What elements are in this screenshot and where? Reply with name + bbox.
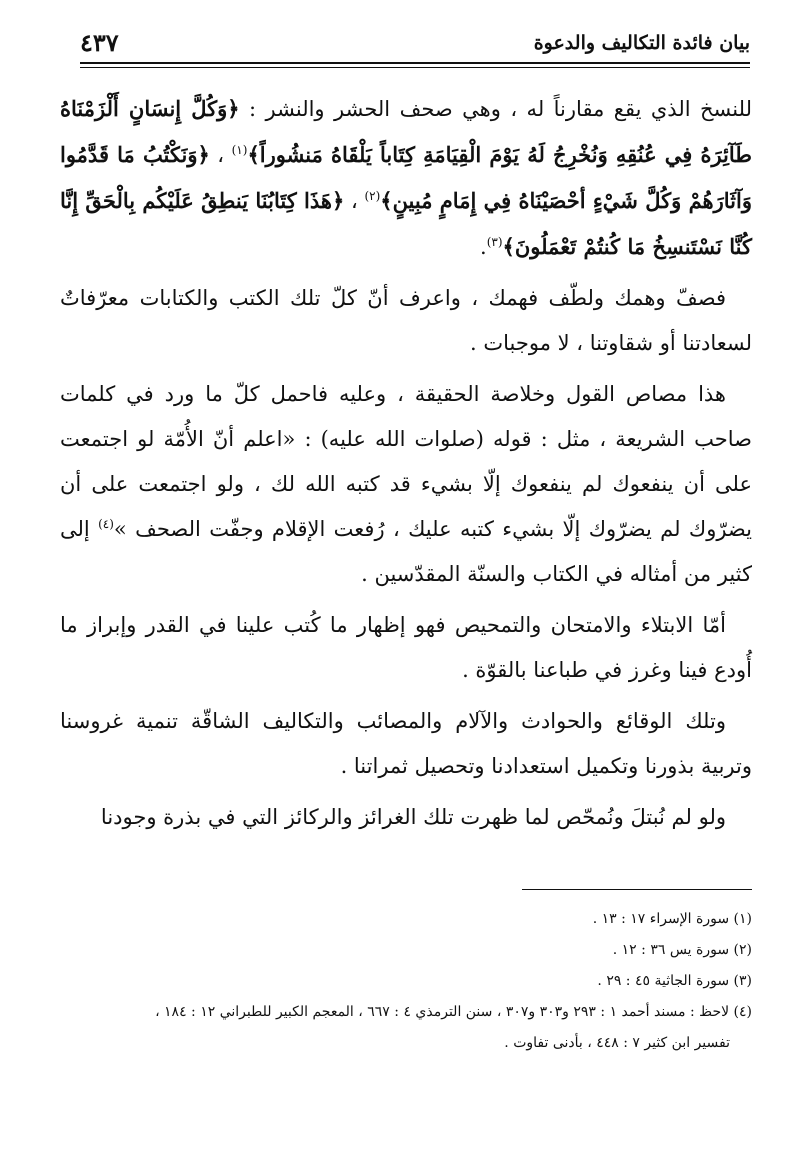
paragraph-1-end: . xyxy=(480,235,487,259)
paragraph-2: فصفّ وهمك ولطّف فهمك ، واعرف أنّ كلّ تلك الكتب والكتابات معرّفاتٌ لسعادتنا أو شقاوتنا ، لا موجبات . xyxy=(60,286,752,355)
separator-2: ، xyxy=(344,189,365,213)
footnote-4: (٤) لاحظ : مسند أحمد ١ : ٢٩٣ و٣٠٣ و٣٠٧ ، سنن الترمذي ٤ : ٦٦٧ ، المعجم الكبير للطبراني ١٢ : ١٨٤ ، xyxy=(155,1004,752,1020)
footnote-ref-2: (٢) xyxy=(364,189,381,203)
footnote-ref-4: (٤) xyxy=(98,517,114,531)
footnote-1: (١) سورة الإسراء ١٧ : ١٣ . xyxy=(592,911,752,927)
paragraph-1 xyxy=(60,86,752,270)
paragraph-4: أمّا الابتلاء والامتحان والتمحيص فهو إظهار ما كُتب علينا في القدر وإبراز ما أُودع فينا وغرز في طباعنا بالقوّة . xyxy=(60,613,752,682)
paragraph-3-text: هذا مصاص القول وخلاصة الحقيقة ، وعليه فاحمل كلّ ما ورد في كلمات صاحب الشريعة ، مثل : قوله (صلوات الله عليه) : «اعلم أنّ الأُمّة لو اجتمعت على أن ينفعوك لم ينفعوك إلّا بشيء قد كتبه الله لك ، ولو اجتمعت على أن يضرّوك لم يضرّوك إلّا بشيء كتبه عليك ، رُفعت الإقلام وجفّت الصحف » xyxy=(60,382,752,541)
footnote-4-continued: تفسير ابن كثير ٧ : ٤٤٨ ، بأدنى تفاوت . xyxy=(504,1035,730,1051)
quran-verse-2: ﴿وَنَكْتُبُ مَا قَدَّمُوا وَآثَارَهُمْ وَكُلَّ شَيْءٍ أحْصَيْنَاهُ فِي إِمَامٍ مُبِينٍ﴾ xyxy=(60,142,752,213)
header-rule-thin xyxy=(80,67,750,68)
footnote-3: (٣) سورة الجاثية ٤٥ : ٢٩ . xyxy=(597,973,752,989)
running-title: بيان فائدة التكاليف والدعوة xyxy=(533,32,750,54)
quran-verse-1: ﴿وَكُلَّ إِنسَانٍ أَلْزَمْنَاهُ طَآئِرَهُ فِي عُنُقِهِ وَنُخْرِجُ لَهُ يَوْمَ الْقِيَامَةِ كِتَاباً يَلْقَاهُ مَنشُوراً﴾ xyxy=(60,96,752,167)
quran-verse-3: ﴿هَذَا كِتَابُنَا يَنطِقُ عَلَيْكُم بِالْحَقِّ إِنَّا كُنَّا نَسْتَنسِخُ مَا كُنتُمْ تَعْمَلُونَ﴾ xyxy=(60,188,752,259)
paragraph-6: ولو لم نُبتلَ ونُمحّص لما ظهرت تلك الغرائز والركائز التي في بذرة وجودنا xyxy=(100,805,726,829)
paragraph-1-intro: للنسخ الذي يقع مقارناً له ، وهي صحف الحشر والنشر : xyxy=(239,97,752,121)
paragraph-3-tail: إلى كثير من أمثاله في الكتاب والسنّة المقدّسين . xyxy=(60,517,752,586)
footnotes xyxy=(60,904,752,1059)
page-number: ٤٣٧ xyxy=(80,28,119,57)
paragraph-3 xyxy=(60,372,752,597)
footnote-separator xyxy=(522,889,752,890)
paragraph-5: وتلك الوقائع والحوادث والآلام والمصائب والتكاليف الشاقّة تنمية غروسنا وتربية بذورنا وتكميل استعدادنا وتحصيل ثمراتنا . xyxy=(60,709,752,778)
page-header xyxy=(80,28,750,64)
main-text xyxy=(60,86,752,846)
footnote-2: (٢) سورة يس ٣٦ : ١٢ . xyxy=(612,942,752,958)
header-rule-thick xyxy=(80,62,750,64)
footnote-ref-3: (٣) xyxy=(486,235,503,249)
footnote-ref-1: (١) xyxy=(231,143,248,157)
separator-1: ، xyxy=(209,143,232,167)
